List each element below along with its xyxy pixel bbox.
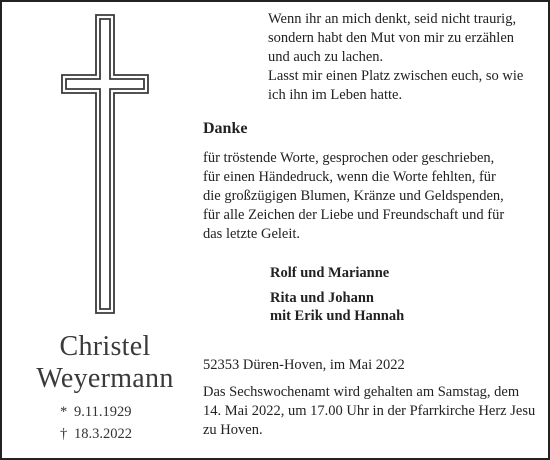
signature-erik-hannah: mit Erik und Hannah [270, 308, 405, 324]
death-date: 18.3.2022 [74, 426, 132, 442]
signature-rita-johann: Rita und Johann [270, 290, 374, 306]
poem [268, 10, 538, 105]
thanks-line: für einen Händedruck, wenn die Worte fehlten, für [203, 169, 496, 185]
thanks-heading: Danke [203, 120, 248, 137]
thanks-line: für tröstende Worte, gesprochen oder geschrieben, [203, 150, 495, 166]
thanks-line: für alle Zeichen der Liebe und Freundschaft und für [203, 207, 505, 223]
birth-symbol: * [60, 404, 68, 420]
birth-date: 9.11.1929 [74, 404, 132, 420]
mass-line: zu Hoven. [203, 422, 263, 438]
thanks-line: die großzügigen Blumen, Kränze und Geldspenden, [203, 188, 504, 204]
death-date-line [60, 424, 150, 444]
cross-icon [60, 13, 150, 315]
thanks-line: das letzte Geleit. [203, 226, 301, 242]
mass-announcement [203, 383, 543, 440]
poem-line: ich ihn im Leben hatte. [268, 87, 403, 103]
place-and-date: 52353 Düren-Hoven, im Mai 2022 [203, 357, 405, 373]
mass-line: Das Sechswochenamt wird gehalten am Samstag, dem [203, 384, 520, 400]
birth-date-line [60, 402, 150, 422]
mass-line: 14. Mai 2022, um 17.00 Uhr in der Pfarrkirche Herz Jesu [203, 403, 536, 419]
thanks-text [203, 149, 538, 244]
poem-line: Lasst mir einen Platz zwischen euch, so wie [268, 68, 524, 84]
poem-line: und auch zu lachen. [268, 49, 384, 65]
death-symbol: † [60, 426, 68, 442]
deceased-first-name: Christel [59, 331, 151, 362]
poem-line: Wenn ihr an mich denkt, seid nicht traurig, [268, 11, 517, 27]
signature-rolf-marianne: Rolf und Marianne [270, 265, 390, 281]
poem-line: sondern habt den Mut von mir zu erzählen [268, 30, 515, 46]
deceased-last-name: Weyermann [36, 363, 174, 394]
